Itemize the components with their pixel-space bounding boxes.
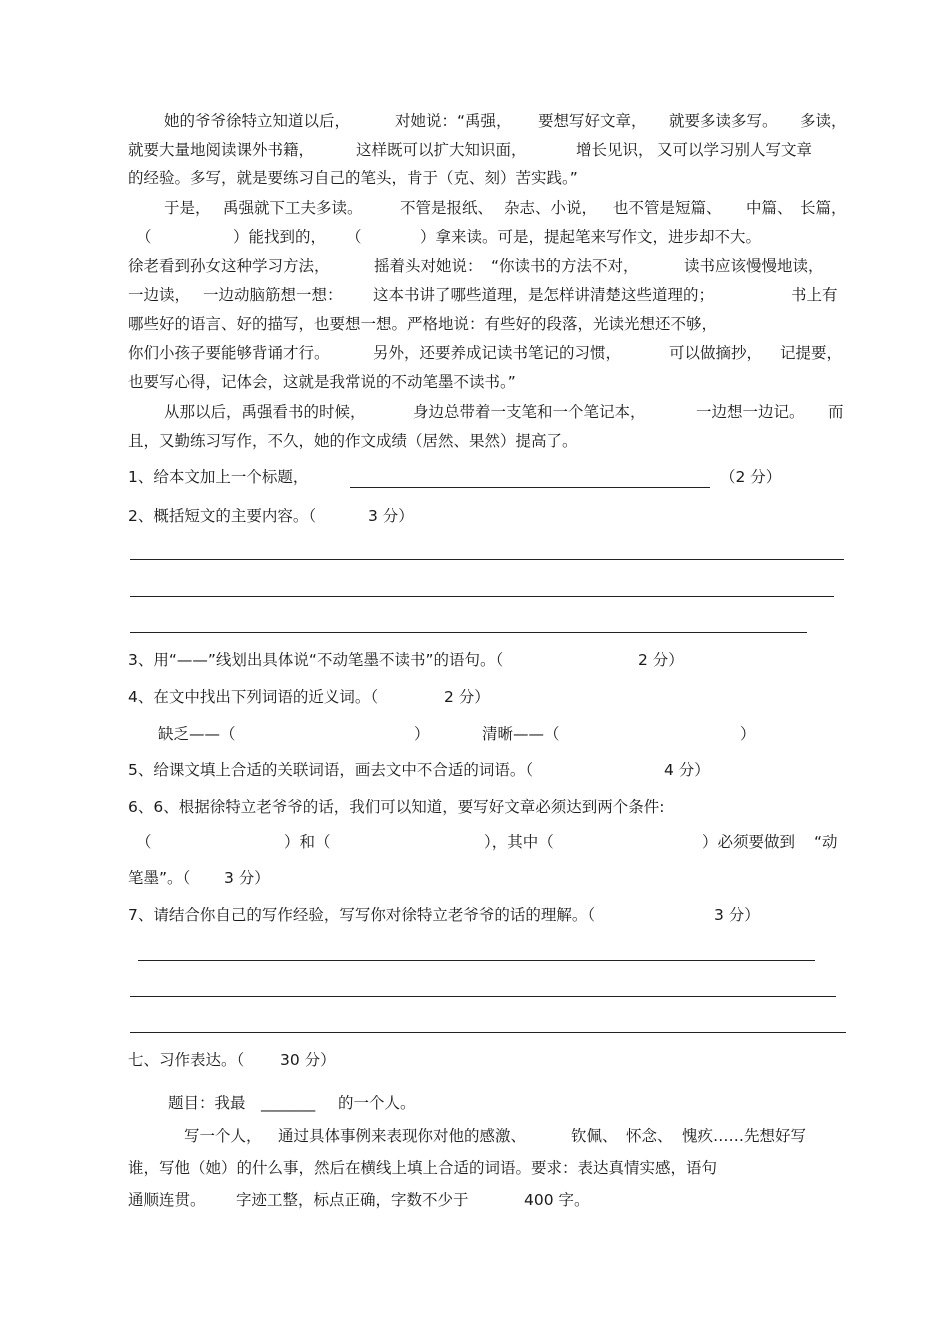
text: 愧疚……先想好写	[682, 1127, 807, 1145]
question-text: 5、给课文填上合适的关联词语，画去文中不合适的词语。（	[128, 761, 534, 779]
question-4	[128, 685, 848, 709]
requirement-line	[128, 1156, 848, 1180]
text: 写一个人，	[184, 1127, 262, 1145]
requirement-line	[128, 1124, 848, 1148]
topic-blank[interactable]: _______	[261, 1094, 316, 1112]
text: 又可以学习别人写文章	[657, 141, 813, 159]
text: 这样既可以扩大知识面，	[356, 141, 527, 159]
text: 要想写好文章，	[538, 112, 647, 130]
text: 一边动脑筋想一想：	[203, 286, 343, 304]
text: 就要大量地阅读课外书籍，	[128, 141, 315, 159]
text: 她的爷爷徐特立知道以后，	[164, 112, 351, 130]
text: 哪些好的语言、好的描写，也要想一想。严格地说：有些好的段落，光读光想还不够，	[128, 315, 718, 333]
requirement-line	[128, 1188, 848, 1212]
text: 也不管是短篇、	[613, 199, 722, 217]
text: 钦佩、	[571, 1127, 618, 1145]
text: 字迹工整，标点正确，字数不少于	[236, 1191, 469, 1209]
text: 谁，写他（她）的什么事，然后在横线上填上合适的词语。要求：表达真情实感，语句	[128, 1159, 718, 1177]
text: 禹强就下工夫多读。	[223, 199, 363, 217]
title-answer-line[interactable]	[350, 487, 710, 488]
score: 4 分）	[664, 761, 710, 779]
text: ）必须要做到	[702, 833, 796, 851]
passage-line	[128, 283, 848, 307]
text: 从那以后，禹强看书的时候，	[164, 403, 366, 421]
passage-line	[128, 429, 848, 453]
text: 一边读，	[128, 286, 191, 304]
text: （	[136, 833, 152, 851]
score: 3 分）	[224, 869, 270, 887]
text: 记提要，	[780, 344, 843, 362]
passage-line	[128, 400, 848, 424]
answer-line[interactable]	[130, 996, 836, 997]
text: 怀念、	[626, 1127, 673, 1145]
question-6	[128, 795, 848, 819]
answer-line[interactable]	[130, 1032, 846, 1033]
text: 摇着头对她说：	[374, 257, 483, 275]
text: 于是，	[164, 199, 211, 217]
text: 就要多读多写。	[669, 112, 778, 130]
text: 徐老看到孙女这种学习方法，	[128, 257, 330, 275]
text: ）	[414, 725, 430, 743]
text: （	[136, 228, 152, 246]
question-6-blanks	[128, 830, 848, 854]
score: 2 分）	[638, 651, 684, 669]
question-text: 6、6、根据徐特立老爷爷的话，我们可以知道，要写好文章必须达到两个条件:	[128, 798, 665, 816]
score: 2 分）	[444, 688, 490, 706]
text: （	[346, 228, 362, 246]
heading-text: 七、习作表达。（	[128, 1051, 245, 1069]
text: 400 字。	[524, 1191, 590, 1209]
question-3	[128, 648, 848, 672]
text: 的一个人。	[338, 1094, 416, 1112]
text: 多读，	[800, 112, 847, 130]
passage-line	[128, 109, 848, 133]
text: 身边总带着一支笔和一个笔记本，	[413, 403, 646, 421]
passage-line	[128, 370, 848, 394]
score: （2 分）	[720, 468, 782, 486]
text: 通顺连贯。	[128, 1191, 206, 1209]
passage-line	[128, 196, 848, 220]
text: 一边想一边记。	[696, 403, 805, 421]
text: 的经验。多写，就是要练习自己的笔头，肯于（克、刻）苦实践。”	[128, 169, 578, 187]
score: 30 分）	[280, 1051, 336, 1069]
score: 3 分）	[368, 507, 414, 525]
passage-line	[128, 166, 848, 190]
question-text: 2、概括短文的主要内容。（	[128, 507, 317, 525]
text: 且，又勤练习写作，不久，她的作文成绩（居然、果然）提高了。	[128, 432, 578, 450]
text: 清晰——（	[482, 725, 560, 743]
text: ）拿来读。可是，提起笔来写作文，进步却不大。	[420, 228, 762, 246]
answer-line[interactable]	[138, 960, 815, 961]
text: 杂志、小说，	[504, 199, 598, 217]
text: 对她说：“禹强，	[395, 112, 512, 130]
text: 读书应该慢慢地读，	[684, 257, 824, 275]
text: “动	[814, 833, 838, 851]
passage-line	[128, 254, 848, 278]
text: 另外，还要养成记读书笔记的习惯，	[373, 344, 622, 362]
text: 不管是报纸、	[400, 199, 494, 217]
text: “你读书的方法不对，	[491, 257, 639, 275]
text: 这本书讲了哪些道理，是怎样讲清楚这些道理的；	[373, 286, 715, 304]
question-2	[128, 504, 848, 528]
text: 笔墨”。（	[128, 869, 191, 887]
text: 缺乏——（	[158, 725, 236, 743]
text: 增长见识，	[576, 141, 654, 159]
text: ）能找到的，	[233, 228, 327, 246]
question-1	[128, 465, 848, 489]
question-text: 3、用“——”线划出具体说“不动笔墨不读书”的语句。（	[128, 651, 504, 669]
question-5	[128, 758, 848, 782]
text: 长篇，	[800, 199, 847, 217]
answer-line[interactable]	[130, 632, 807, 633]
text: ），其中（	[484, 833, 554, 851]
text: ）	[740, 725, 756, 743]
synonym-row	[128, 722, 848, 746]
text: 通过具体事例来表现你对他的感激、	[278, 1127, 527, 1145]
composition-topic	[128, 1091, 848, 1115]
question-text: 7、请结合你自己的写作经验，写写你对徐特立老爷爷的话的理解。（	[128, 906, 596, 924]
text: 你们小孩子要能够背诵才行。	[128, 344, 330, 362]
passage-line	[128, 312, 848, 336]
question-text: 4、在文中找出下列词语的近义词。（	[128, 688, 379, 706]
text: 而	[828, 403, 844, 421]
passage-line	[128, 341, 848, 365]
text: 也要写心得，记体会，这就是我常说的不动笔墨不读书。”	[128, 373, 516, 391]
text: ）和（	[284, 833, 331, 851]
score: 3 分）	[714, 906, 760, 924]
question-6-end	[128, 866, 848, 890]
answer-line[interactable]	[130, 559, 844, 560]
passage-line	[128, 138, 848, 162]
section-heading	[128, 1048, 848, 1072]
text: 可以做摘抄，	[669, 344, 763, 362]
text: 中篇、	[746, 199, 793, 217]
passage-line	[128, 225, 848, 249]
text: 题目：我最	[168, 1094, 246, 1112]
answer-line[interactable]	[130, 596, 834, 597]
question-text: 1、给本文加上一个标题，	[128, 468, 309, 486]
text: 书上有	[791, 286, 838, 304]
question-7	[128, 903, 848, 927]
